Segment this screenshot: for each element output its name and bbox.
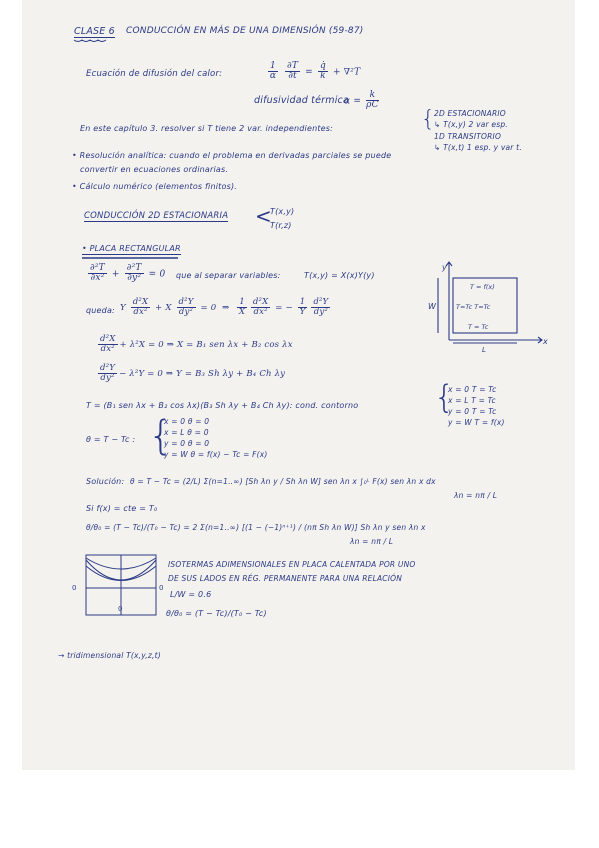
title-squiggle bbox=[74, 40, 106, 42]
general-solution: T = (B₁ sen λx + B₂ cos λx)(B₃ Sh λy + B₄ Ch λy): cond. contorno bbox=[86, 401, 359, 410]
bc-theta-3: y = 0 θ = 0 bbox=[164, 439, 210, 448]
fig-side-label: T=Tc T=Tc bbox=[456, 303, 491, 311]
fig-top-label: T = f(x) bbox=[470, 283, 495, 291]
isotherm-zero-left: 0 bbox=[72, 584, 77, 592]
plate-title: • PLACA RECTANGULAR bbox=[82, 244, 181, 253]
eq-dT: ∂T bbox=[287, 61, 299, 71]
section-case-rz: T(r,z) bbox=[270, 221, 292, 230]
bc-theta-4: y = W θ = f(x) − Tc = F(x) bbox=[164, 450, 268, 459]
case-2: 1D TRANSITORIO bbox=[434, 132, 502, 141]
eq-equals: = bbox=[305, 67, 313, 78]
theta-definition: θ = T − Tc : bbox=[86, 435, 136, 444]
bc-T-brace: { bbox=[434, 378, 455, 416]
case-1: 2D ESTACIONARIO bbox=[434, 109, 506, 118]
alpha-num: k bbox=[366, 91, 379, 101]
ratio-equation: θ/θ₀ = (T − Tc)/(T₀ − Tc) = 2 Σ(n=1..∞) [(1 − (−1)ⁿ⁺¹) / (nπ Sh λn W)] Sh λn y sen λn x bbox=[86, 523, 426, 532]
fig-bottom-label: T = Tc bbox=[468, 323, 489, 331]
bc-theta-2: x = L θ = 0 bbox=[164, 428, 209, 437]
diffusivity-label: difusividad térmica bbox=[254, 95, 350, 106]
eq-laplacian: + ∇²T bbox=[332, 67, 361, 78]
alpha-den: ρC bbox=[366, 100, 379, 111]
bc-T-3: y = 0 T = Tc bbox=[448, 407, 497, 416]
solution-equation: θ = T − Tc = (2/L) Σ(n=1..∞) [Sh λn y / Sh λn W] sen λn x ∫₀ᴸ F(x) sen λn x dx bbox=[130, 477, 436, 486]
theta-ratio: θ/θ₀ = (T − Tc)/(T₀ − Tc) bbox=[166, 609, 267, 618]
heat-eq-label: Ecuación de difusión del calor: bbox=[86, 69, 223, 79]
lambda-n: λn = nπ / L bbox=[454, 491, 498, 500]
class-label: CLASE 6 bbox=[74, 26, 115, 37]
separation-text: que al separar variables: bbox=[176, 271, 281, 280]
laplace-equation: $\frac{\text{∂²T}}{\text{∂x²}}$ + $\frac{\text{∂²T}}{\text{∂y²}}$ = 0 bbox=[90, 263, 166, 284]
isotherm-zero-right: 0 bbox=[159, 584, 164, 592]
fig-w-label: W bbox=[428, 302, 436, 311]
page-title: CONDUCCIÓN EN MÁS DE UNA DIMENSIÓN (59-87) bbox=[126, 26, 364, 36]
case-2-detail: ↳ T(x,t) 1 esp. y var t. bbox=[434, 143, 522, 152]
bc-theta-brace: { bbox=[148, 413, 174, 459]
isotherm-zero-bottom: 0 bbox=[118, 605, 123, 613]
fig-l-label: L bbox=[482, 346, 486, 354]
case-1-detail: ↳ T(x,y) 2 var esp. bbox=[434, 120, 508, 129]
queda-label: queda: bbox=[86, 306, 115, 315]
solution-label: Solución: bbox=[86, 477, 125, 486]
isotherms-text-2: DE SUS LADOS EN RÉG. PERMANENTE PARA UNA RELACIÓN bbox=[168, 574, 403, 583]
eq-lhs-num: 1 bbox=[270, 61, 276, 71]
case-brace: { bbox=[421, 107, 436, 132]
bc-T-1: x = 0 T = Tc bbox=[448, 385, 497, 394]
separation-product: T(x,y) = X(x)Y(y) bbox=[304, 271, 375, 280]
eq-dt: ∂t bbox=[288, 71, 297, 82]
bullet-analytic-cont: convertir en ecuaciones ordinarias. bbox=[80, 165, 229, 174]
footer-note: → tridimensional T(x,y,z,t) bbox=[58, 651, 161, 660]
eq-lhs-den: α bbox=[269, 71, 277, 82]
eq-q: q̇ bbox=[319, 61, 326, 71]
section-case-xy: T(x,y) bbox=[270, 207, 295, 216]
separated-equation: Y $\frac{\text{d²X}}{\text{dx²}}$ + X $\frac{\text{d²Y}}{\text{dy²}}$ = 0 ⇒ $\frac{1}{X}$ $\frac{\text{d²X}}{\text{dx²}}$ = − $\frac{1}{Y}$ $\frac{\text{d²Y}}{\text{dy²}}$ bbox=[120, 297, 329, 317]
bc-T-2: x = L T = Tc bbox=[448, 396, 496, 405]
bc-T-4: y = W T = f(x) bbox=[448, 418, 505, 427]
section-title: CONDUCCIÓN 2D ESTACIONARIA bbox=[84, 211, 229, 221]
fig-y-label: y bbox=[442, 263, 447, 272]
ode-x: $\frac{\text{d²X}}{\text{dx²}}$ + λ²X = 0 ⇒ X = B₁ sen λx + B₂ cos λx bbox=[100, 334, 293, 354]
section-brace: < bbox=[255, 204, 272, 228]
bc-theta-1: x = 0 θ = 0 bbox=[164, 417, 210, 426]
alpha-eq: α = bbox=[344, 96, 362, 107]
isotherms-text-1: ISOTERMAS ADIMENSIONALES EN PLACA CALENTADA POR UNO bbox=[168, 560, 416, 569]
eq-k: k bbox=[320, 71, 326, 82]
chapter-note: En este capítulo 3. resolver si T tiene 2 var. independientes: bbox=[80, 124, 334, 133]
bullet-analytic: • Resolución analítica: cuando el problema en derivadas parciales se puede bbox=[72, 151, 392, 160]
ratio-LW: L/W = 0.6 bbox=[170, 590, 212, 599]
fig-x-label: x bbox=[543, 337, 548, 346]
bullet-numeric: • Cálculo numérico (elementos finitos). bbox=[72, 182, 238, 191]
lambda-n-2: λn = nπ / L bbox=[350, 537, 394, 546]
constant-case: Si f(x) = cte = T₀ bbox=[86, 504, 158, 513]
ode-y: $\frac{\text{d²Y}}{\text{dy²}}$ − λ²Y = 0 ⇒ Y = B₃ Sh λy + B₄ Ch λy bbox=[100, 363, 286, 383]
